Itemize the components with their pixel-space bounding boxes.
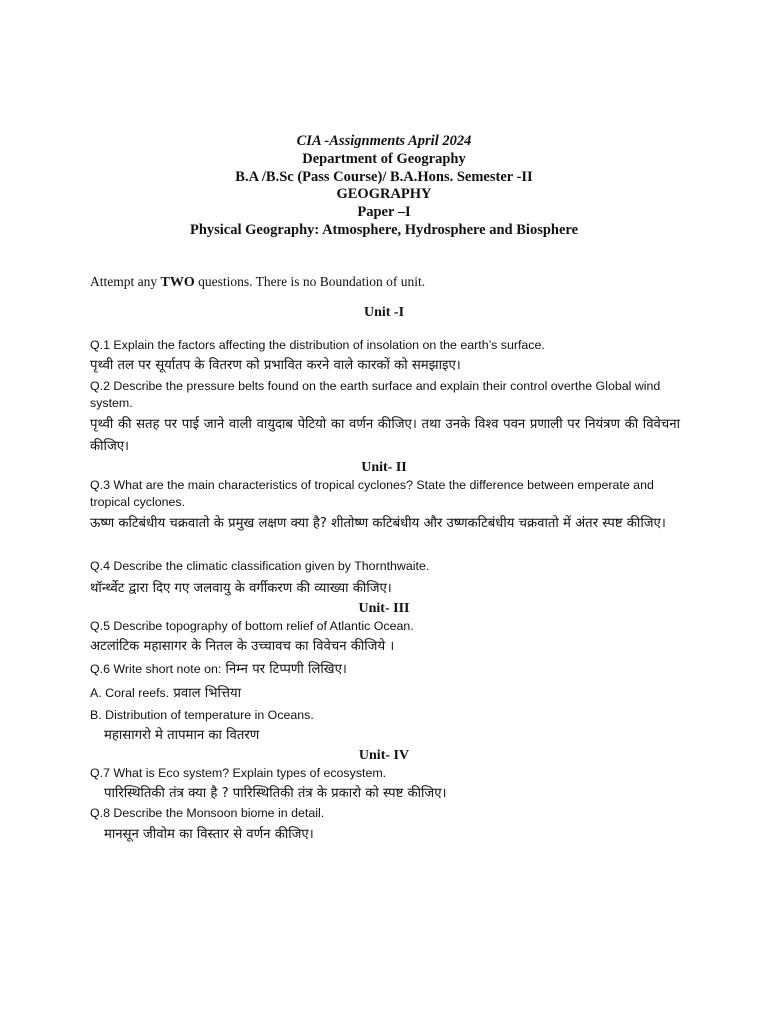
paper-number: Paper –I [357,204,411,221]
instruction-suffix: questions. There is no Boundation of unit. [194,274,426,289]
course-name: B.A /B.Sc (Pass Course)/ B.A.Hons. Semester -II [235,168,533,185]
unit-2-heading: Unit- II [361,460,407,475]
question-7-english: Q.7 What is Eco system? Explain types of ecosystem. [90,766,387,780]
subject-name: GEOGRAPHY [336,186,432,203]
question-2-hindi: पृथ्वी की सतह पर पाई जाने वाली वायुदाब पेटियो का वर्णन कीजिए। तथा उनके विश्व पवन प्रणाली पर नियंत्रण की विवेचना कीजिए। [90,417,680,454]
instruction-text [90,274,425,291]
question-4-english: Q.4 Describe the climatic classification given by Thornthwaite. [90,559,430,573]
question-3-english: Q.3 What are the main characteristics of tropical cyclones? State the difference between emperate and tropical cyclones. [90,478,654,509]
question-3-hindi: ऊष्ण कटिबंधीय चक्रवातो के प्रमुख लक्षण क्या है? शीतोष्ण कटिबंधीय और उष्णकटिबंधीय चक्रवातो में अंतर स्पष्ट कीजिए। [90,516,666,531]
question-6a-hindi: प्रवाल भित्तिया [169,686,242,701]
question-7-hindi: पारिस्थितिकी तंत्र क्या है ? पारिस्थितिकी तंत्र के प्रकारो को स्पष्ट कीजिए। [104,786,447,801]
question-1-hindi: पृथ्वी तल पर सूर्यातप के वितरण को प्रभावित करने वाले कारकों को समझाइए। [90,358,461,373]
question-5-english: Q.5 Describe topography of bottom relief of Atlantic Ocean. [90,619,414,633]
instruction-emphasis: TWO [160,275,195,290]
question-6a-line [90,685,690,702]
unit-4-heading: Unit- IV [358,748,410,763]
question-1-english: Q.1 Explain the factors affecting the distribution of insolation on the earth’s surface. [90,338,545,352]
unit-1-heading: Unit -I [363,305,405,320]
question-8-hindi: मानसून जीवोम का विस्तार से वर्णन कीजिए। [104,827,314,842]
unit-3-heading: Unit- III [358,601,410,616]
paper-title: Physical Geography: Atmosphere, Hydrosphere and Biosphere [189,221,579,238]
instruction-prefix: Attempt any [90,274,161,289]
question-2-english: Q.2 Describe the pressure belts found on the earth surface and explain their control overthe Global wind system. [90,379,661,410]
question-6-line [90,661,690,678]
assignment-title: CIA -Assignments April 2024 [296,133,472,149]
question-6b-english: B. Distribution of temperature in Oceans. [90,708,314,722]
question-4-hindi: थॉर्न्थ्वेट द्वारा दिए गए जलवायु के वर्गीकरण की व्याख्या कीजिए। [90,581,392,596]
document-header [0,133,768,240]
question-8-english: Q.8 Describe the Monsoon biome in detail. [90,806,325,820]
question-5-hindi: अटलांटिक महासागर के नितल के उच्चावच का विवेचन कीजिये । [90,639,395,654]
department-name: Department of Geography [302,150,466,167]
question-6b-hindi: महासागरो मे तापमान का वितरण [104,728,260,743]
question-6-hindi: निम्न पर टिप्पणी लिखिए। [221,662,347,677]
question-6-english: Q.6 Write short note on: [90,662,222,676]
question-6a-english: A. Coral reefs. [90,686,170,700]
